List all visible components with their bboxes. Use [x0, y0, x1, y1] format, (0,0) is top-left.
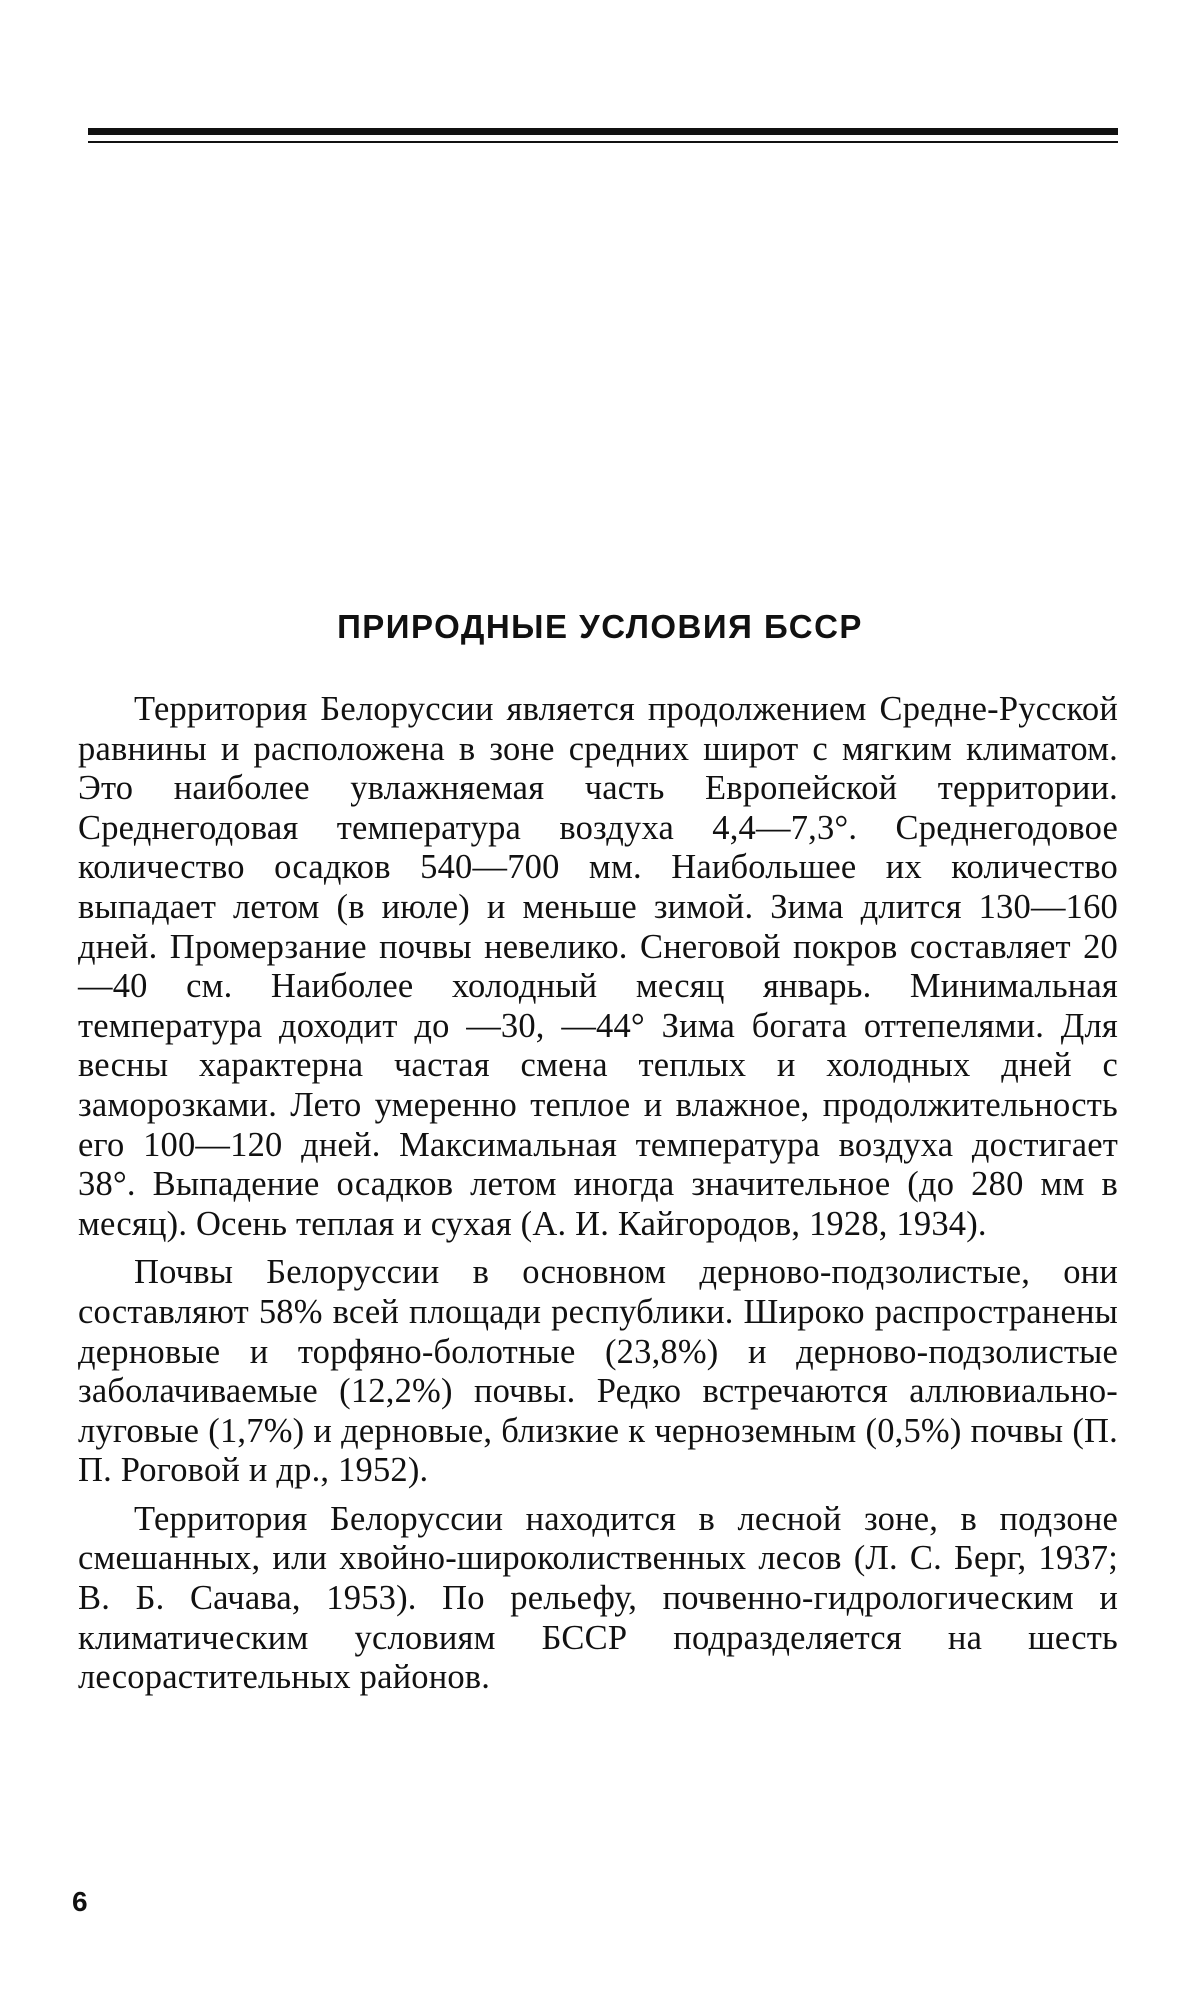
page-number: 6 [72, 1886, 88, 1917]
body-text [78, 690, 1118, 1707]
paragraph-soils: Почвы Белоруссии в основном дерново-подзолистые, они составляют 58% всей площади республики. Широко распространены дерновые и торфяно-болотные (23,8%) и дерново-подзолистые заболачиваемые (12,2%) почвы. Редко встречаются аллювиально-луговые (1,7%) и дерновые, близкие к черноземным (0,5%) почвы (П. П. Роговой и др., 1952). [78, 1253, 1118, 1490]
section-heading: ПРИРОДНЫЕ УСЛОВИЯ БССР [337, 608, 863, 645]
paragraph-climate: Территория Белоруссии является продолжением Средне-Русской равнины и расположена в зоне средних широт с мягким климатом. Это наиболее увлажняемая часть Европейской территории. Среднегодовая температура воздуха 4,4—7,3°. Среднегодовое количество осадков 540—700 мм. Наибольшее их количество выпадает летом (в июле) и меньше зимой. Зима длится 130—160 дней. Промерзание почвы невелико. Снеговой покров составляет 20—40 см. Наиболее холодный месяц январь. Минимальная температура доходит до —30, —44° Зима богата оттепелями. Для весны характерна частая смена теплых и холодных дней с заморозками. Лето умеренно теплое и влажное, продолжительность его 100—120 дней. Максимальная температура воздуха достигает 38°. Выпадение осадков летом иногда значительное (до 280 мм в месяц). Осень теплая и сухая (А. И. Кайгородов, 1928, 1934). [78, 690, 1118, 1243]
paragraph-forest-zone: Территория Белоруссии находится в лесной зоне, в подзоне смешанных, или хвойно-широколиственных лесов (Л. С. Берг, 1937; В. Б. Сачава, 1953). По рельефу, почвенно-гидрологическим и климатическим условиям БССР подразделяется на шесть лесорастительных районов. [78, 1499, 1118, 1697]
header-rule-thick [88, 128, 1118, 135]
header-rule-thin [88, 141, 1118, 143]
